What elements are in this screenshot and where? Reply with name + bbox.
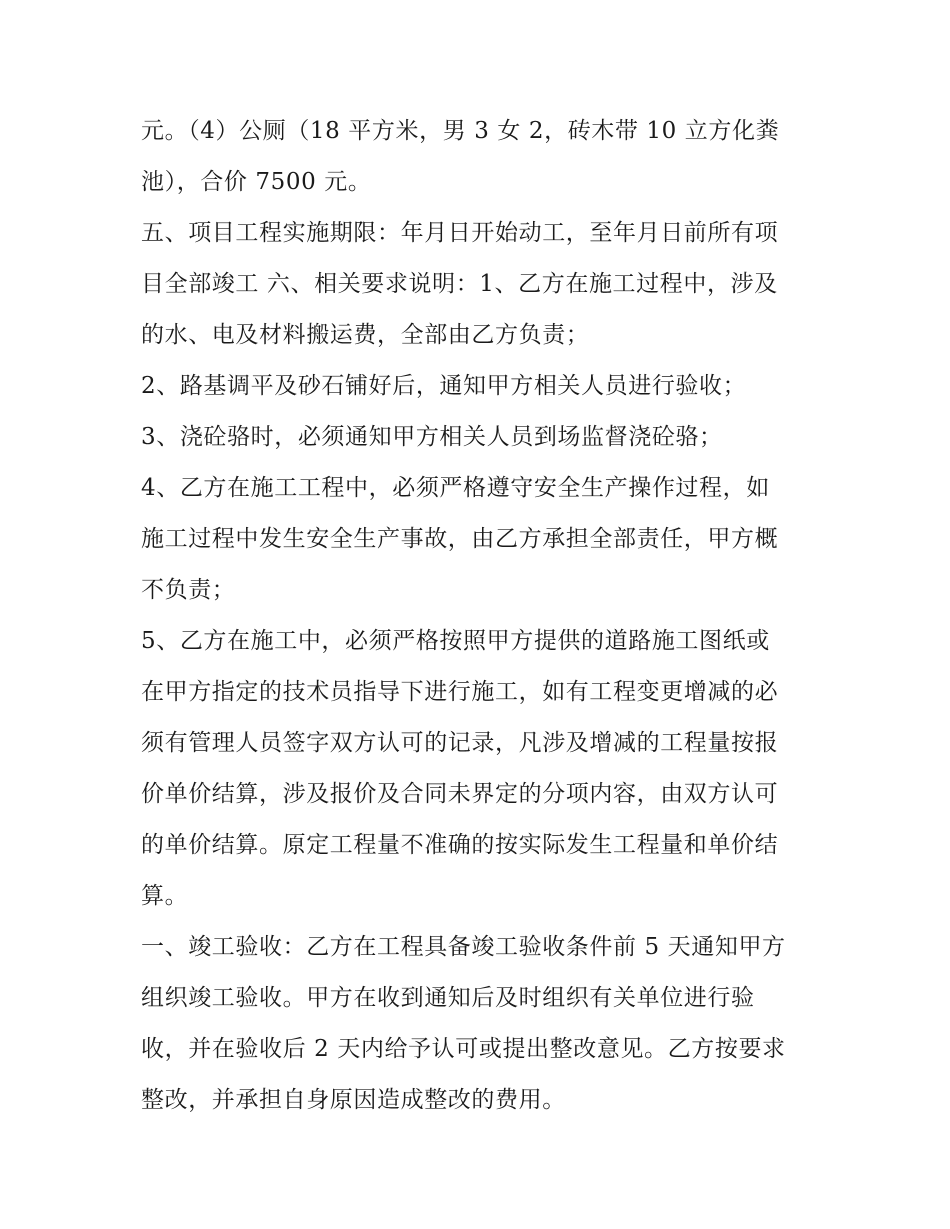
text-line: 组织竣工验收。甲方在收到通知后及时组织有关单位进行验 <box>141 985 755 1011</box>
text-line: 须有管理人员签字双方认可的记录，凡涉及增减的工程量按报 <box>141 730 779 756</box>
text-line: 算。 <box>141 883 189 909</box>
text-line: 收，并在验收后 2 天内给予认可或提出整改意见。乙方按要求 <box>141 1036 786 1062</box>
text-line: 5、乙方在施工中，必须严格按照甲方提供的道路施工图纸或 <box>141 628 770 654</box>
text-line: 的水、电及材料搬运费，全部由乙方负责； <box>141 322 590 348</box>
text-line: 价单价结算，涉及报价及合同未界定的分项内容，由双方认可 <box>141 781 779 807</box>
text-line: 2、路基调平及砂石铺好后，通知甲方相关人员进行验收； <box>141 373 747 399</box>
text-line: 池），合价 7500 元。 <box>141 169 372 195</box>
text-line: 3、浇砼骆时，必须通知甲方相关人员到场监督浇砼骆； <box>141 424 723 450</box>
text-line: 在甲方指定的技术员指导下进行施工，如有工程变更增减的必 <box>141 679 779 705</box>
text-line: 施工过程中发生安全生产事故，由乙方承担全部责任，甲方概 <box>141 526 779 552</box>
text-line: 一、竣工验收：乙方在工程具备竣工验收条件前 5 天通知甲方 <box>141 934 786 960</box>
text-line: 4、乙方在施工工程中，必须严格遵守安全生产操作过程，如 <box>141 475 770 501</box>
text-line: 不负责； <box>141 577 236 603</box>
document-body <box>141 106 821 1126</box>
text-line: 目全部竣工 六、相关要求说明：1、乙方在施工过程中，涉及 <box>141 271 778 297</box>
text-line: 五、项目工程实施期限：年月日开始动工，至年月日前所有项 <box>141 220 779 246</box>
text-line: 整改，并承担自身原因造成整改的费用。 <box>141 1087 566 1113</box>
text-line: 元。（4）公厕（18 平方米，男 3 女 2，砖木带 10 立方化粪 <box>141 118 780 144</box>
text-line: 的单价结算。原定工程量不准确的按实际发生工程量和单价结 <box>141 832 779 858</box>
